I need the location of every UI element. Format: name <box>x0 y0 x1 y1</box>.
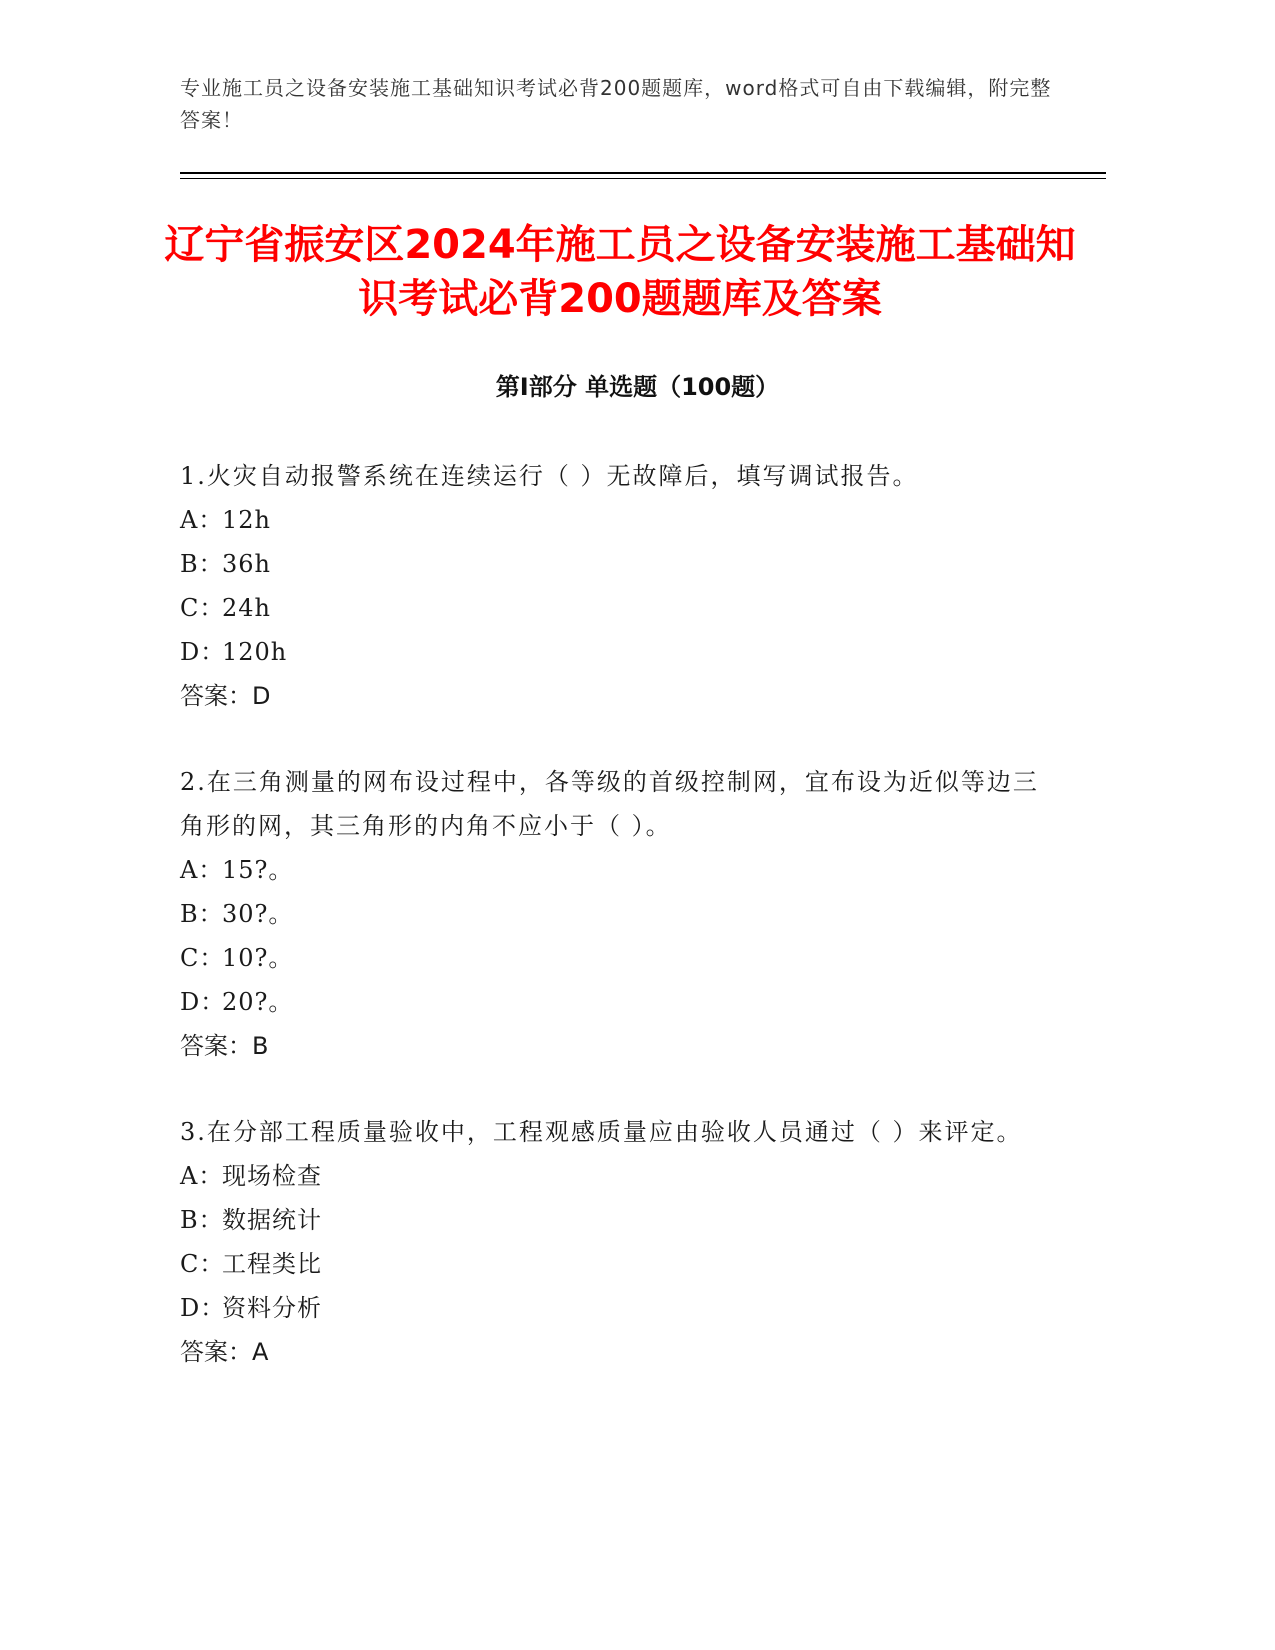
option-a <box>180 848 1040 892</box>
answer: 答案：B <box>180 1032 269 1060</box>
option-key: D： <box>180 988 226 1016</box>
header-divider-thick <box>180 172 1106 174</box>
option-b <box>180 1198 1040 1242</box>
option-key: D： <box>180 638 226 666</box>
option-d <box>180 630 1040 674</box>
option-key: B： <box>180 550 224 578</box>
option-b <box>180 892 1040 936</box>
question-stem: 2.在三角测量的网布设过程中，各等级的首级控制网，宜布设为近似等边三角形的网，其三角形的内角不应小于（ ）。 <box>180 768 1039 840</box>
option-text: 15?。 <box>222 856 294 884</box>
option-key: C： <box>180 1250 225 1278</box>
section-heading: 第Ⅰ部分 单选题（100题） <box>495 373 780 401</box>
option-key: B： <box>180 1206 224 1234</box>
question-3 <box>180 1110 1040 1374</box>
option-text: 36h <box>222 550 271 578</box>
option-text: 24h <box>222 594 271 622</box>
option-text: 120h <box>222 638 288 666</box>
option-key: A： <box>180 856 224 884</box>
option-text: 10?。 <box>222 944 294 972</box>
option-key: A： <box>180 1162 224 1190</box>
option-text: 数据统计 <box>222 1206 322 1234</box>
option-c <box>180 586 1040 630</box>
option-key: A： <box>180 506 224 534</box>
option-a <box>180 1154 1040 1198</box>
option-d <box>180 1286 1040 1330</box>
option-b <box>180 542 1040 586</box>
option-key: C： <box>180 944 225 972</box>
option-a <box>180 498 1040 542</box>
option-text: 现场检查 <box>222 1162 322 1190</box>
answer: 答案：A <box>180 1338 269 1366</box>
question-stem: 1.火灾自动报警系统在连续运行（ ）无故障后，填写调试报告。 <box>180 462 919 490</box>
option-key: D： <box>180 1294 226 1322</box>
option-text: 资料分析 <box>222 1294 322 1322</box>
option-c <box>180 1242 1040 1286</box>
header-divider-thin <box>180 178 1106 179</box>
option-text: 工程类比 <box>222 1250 322 1278</box>
answer: 答案：D <box>180 682 271 710</box>
option-text: 30?。 <box>222 900 294 928</box>
question-list <box>180 454 1040 1416</box>
question-2 <box>180 760 1040 1068</box>
question-stem: 3.在分部工程质量验收中，工程观感质量应由验收人员通过（ ）来评定。 <box>180 1118 1023 1146</box>
question-1 <box>180 454 1040 718</box>
option-text: 20?。 <box>222 988 294 1016</box>
option-d <box>180 980 1040 1024</box>
option-key: C： <box>180 594 225 622</box>
option-key: B： <box>180 900 224 928</box>
header-note: 专业施工员之设备安装施工基础知识考试必背200题题库，word格式可自由下载编辑，附完整答案！ <box>180 76 1052 132</box>
document-title: 辽宁省振安区2024年施工员之设备安装施工基础知识考试必背200题题库及答案 <box>164 222 1076 322</box>
option-c <box>180 936 1040 980</box>
option-text: 12h <box>222 506 271 534</box>
